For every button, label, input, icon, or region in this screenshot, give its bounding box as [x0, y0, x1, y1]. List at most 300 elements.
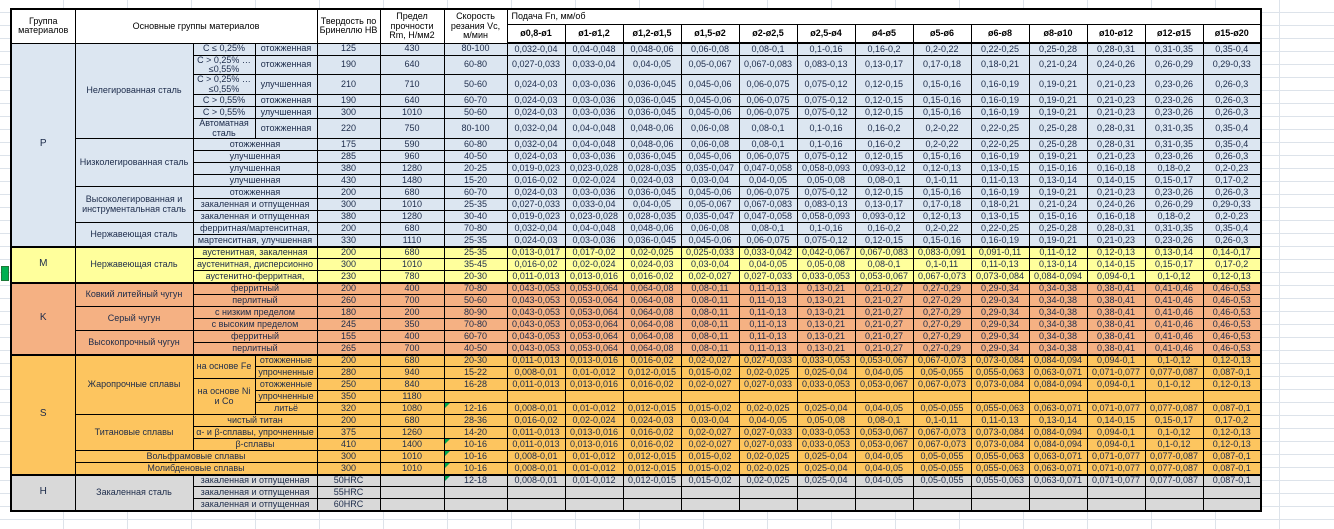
cell[interactable]: 410	[317, 439, 380, 451]
feed-value-cell[interactable]	[855, 499, 913, 511]
feed-value-cell[interactable]: 0,15-0,16	[913, 107, 971, 119]
cell[interactable]: 60-80	[444, 55, 507, 75]
feed-value-cell[interactable]: 0,04-0,048	[565, 119, 623, 139]
feed-value-cell[interactable]: 0,21-0,27	[855, 319, 913, 331]
header-diameter-range[interactable]: ø4-ø5	[855, 24, 913, 43]
feed-value-cell[interactable]: 0,033-0,042	[739, 247, 797, 259]
feed-value-cell[interactable]: 0,02-0,024	[565, 175, 623, 187]
cell[interactable]: 380	[317, 211, 380, 223]
feed-value-cell[interactable]: 0,036-0,045	[623, 75, 681, 95]
feed-value-cell[interactable]: 0,38-0,41	[1087, 307, 1145, 319]
cell[interactable]: 750	[380, 119, 444, 139]
header-diameter-range[interactable]: ø12-ø15	[1145, 24, 1203, 43]
feed-value-cell[interactable]: 0,071-0,077	[1087, 451, 1145, 463]
feed-value-cell[interactable]: 0,01-0,012	[565, 475, 623, 487]
feed-value-cell[interactable]: 0,05-0,08	[797, 415, 855, 427]
cell[interactable]: 1260	[380, 427, 444, 439]
feed-value-cell[interactable]: 0,16-0,19	[971, 107, 1029, 119]
feed-value-cell[interactable]	[623, 499, 681, 511]
feed-value-cell[interactable]: 0,011-0,013	[507, 427, 565, 439]
feed-value-cell[interactable]: 0,084-0,094	[1029, 427, 1087, 439]
feed-value-cell[interactable]	[971, 499, 1029, 511]
feed-value-cell[interactable]: 0,25-0,28	[1029, 139, 1087, 151]
cell[interactable]: 175	[317, 139, 380, 151]
header-diameter-range[interactable]: ø1,2-ø1,5	[623, 24, 681, 43]
feed-value-cell[interactable]: 0,047-0,058	[739, 163, 797, 175]
feed-value-cell[interactable]	[855, 487, 913, 499]
header-diameter-range[interactable]: ø6-ø8	[971, 24, 1029, 43]
feed-value-cell[interactable]: 0,077-0,087	[1145, 463, 1203, 475]
feed-value-cell[interactable]: 0,12-0,13	[913, 211, 971, 223]
feed-value-cell[interactable]: 0,06-0,075	[739, 75, 797, 95]
feed-value-cell[interactable]: 0,055-0,063	[971, 403, 1029, 415]
feed-value-cell[interactable]: 0,053-0,064	[565, 307, 623, 319]
feed-value-cell[interactable]: 0,27-0,29	[913, 283, 971, 295]
feed-value-cell[interactable]: 0,011-0,013	[507, 379, 565, 391]
cell[interactable]: чистый титан	[193, 415, 317, 427]
feed-value-cell[interactable]: 0,12-0,15	[855, 75, 913, 95]
feed-value-cell[interactable]: 0,02-0,025	[739, 451, 797, 463]
feed-value-cell[interactable]: 0,31-0,35	[1145, 223, 1203, 235]
feed-value-cell[interactable]: 0,08-0,11	[681, 319, 739, 331]
header-speed[interactable]: Скорость резания Vc, м/мин	[444, 9, 507, 43]
cell[interactable]: аустенитная, дисперсионно	[193, 259, 317, 271]
cell[interactable]: 25-35	[444, 235, 507, 247]
feed-value-cell[interactable]: 0,11-0,12	[1029, 247, 1087, 259]
cell[interactable]: с высоким пределом	[193, 319, 317, 331]
cell[interactable]: 375	[317, 427, 380, 439]
feed-value-cell[interactable]: 0,23-0,26	[1145, 75, 1203, 95]
feed-value-cell[interactable]	[1145, 391, 1203, 403]
cell[interactable]: 245	[317, 319, 380, 331]
feed-value-cell[interactable]: 0,14-0,17	[1203, 247, 1261, 259]
cell[interactable]: упрочненные	[255, 391, 317, 403]
feed-value-cell[interactable]: 0,26-0,3	[1203, 107, 1261, 119]
cell[interactable]: 960	[380, 151, 444, 163]
feed-value-cell[interactable]: 0,024-0,03	[507, 75, 565, 95]
cell[interactable]: 380	[317, 163, 380, 175]
cell[interactable]: аустенитная, закаленная	[193, 247, 317, 259]
cell[interactable]: закаленная и отпущенная	[193, 499, 317, 511]
feed-value-cell[interactable]: 0,21-0,23	[1087, 75, 1145, 95]
feed-value-cell[interactable]: 0,023-0,028	[565, 163, 623, 175]
cell[interactable]: 840	[380, 379, 444, 391]
feed-value-cell[interactable]: 0,053-0,064	[565, 319, 623, 331]
feed-value-cell[interactable]: 0,016-0,02	[623, 439, 681, 451]
cell[interactable]	[444, 499, 507, 511]
feed-value-cell[interactable]: 0,036-0,045	[623, 187, 681, 199]
feed-value-cell[interactable]	[797, 487, 855, 499]
feed-value-cell[interactable]: 0,073-0,084	[971, 271, 1029, 283]
feed-value-cell[interactable]: 0,03-0,036	[565, 75, 623, 95]
feed-value-cell[interactable]: 0,094-0,1	[1087, 355, 1145, 367]
cell[interactable]: 220	[317, 119, 380, 139]
feed-value-cell[interactable]: 0,05-0,08	[797, 259, 855, 271]
feed-value-cell[interactable]: 0,17-0,2	[1203, 175, 1261, 187]
cell[interactable]: 60HRC	[317, 499, 380, 511]
feed-value-cell[interactable]: 0,071-0,077	[1087, 475, 1145, 487]
cell[interactable]: C > 0,55%	[193, 107, 255, 119]
cell[interactable]: 320	[317, 403, 380, 415]
feed-value-cell[interactable]: 0,12-0,13	[1203, 439, 1261, 451]
feed-value-cell[interactable]: 0,1-0,16	[797, 119, 855, 139]
feed-value-cell[interactable]: 0,073-0,084	[971, 427, 1029, 439]
feed-value-cell[interactable]: 0,01-0,012	[565, 451, 623, 463]
cell[interactable]: C > 0,25% … ≤0,55%	[193, 75, 255, 95]
feed-value-cell[interactable]: 0,063-0,071	[1029, 403, 1087, 415]
feed-value-cell[interactable]: 0,024-0,03	[507, 95, 565, 107]
cell[interactable]: 1180	[380, 391, 444, 403]
feed-value-cell[interactable]: 0,043-0,053	[507, 283, 565, 295]
feed-value-cell[interactable]: 0,19-0,21	[1029, 75, 1087, 95]
cell[interactable]: отожженная	[193, 139, 317, 151]
feed-value-cell[interactable]: 0,11-0,13	[739, 307, 797, 319]
cell[interactable]: Закаленная сталь	[75, 475, 193, 511]
feed-value-cell[interactable]: 0,013-0,016	[565, 379, 623, 391]
feed-value-cell[interactable]: 0,043-0,053	[507, 343, 565, 355]
cell[interactable]: 1400	[380, 439, 444, 451]
feed-value-cell[interactable]: 0,26-0,3	[1203, 151, 1261, 163]
feed-value-cell[interactable]: 0,032-0,04	[507, 223, 565, 235]
feed-value-cell[interactable]: 0,094-0,1	[1087, 271, 1145, 283]
feed-value-cell[interactable]: 0,21-0,27	[855, 343, 913, 355]
cell[interactable]: на основе Ni и Со	[193, 379, 255, 415]
feed-value-cell[interactable]: 0,008-0,01	[507, 463, 565, 475]
feed-value-cell[interactable]: 0,12-0,15	[855, 187, 913, 199]
feed-value-cell[interactable]: 0,16-0,19	[971, 187, 1029, 199]
feed-value-cell[interactable]: 0,23-0,26	[1145, 151, 1203, 163]
cell[interactable]: Низколегированная сталь	[75, 139, 193, 187]
feed-value-cell[interactable]: 0,087-0,1	[1203, 367, 1261, 379]
feed-value-cell[interactable]: 0,28-0,31	[1087, 119, 1145, 139]
cell[interactable]: 700	[380, 295, 444, 307]
feed-value-cell[interactable]: 0,16-0,19	[971, 235, 1029, 247]
feed-value-cell[interactable]: 0,26-0,29	[1145, 199, 1203, 211]
feed-value-cell[interactable]: 0,12-0,13	[1203, 427, 1261, 439]
feed-value-cell[interactable]: 0,31-0,35	[1145, 119, 1203, 139]
cell[interactable]: C > 0,25% … ≤0,55%	[193, 55, 255, 75]
feed-value-cell[interactable]: 0,036-0,045	[623, 95, 681, 107]
feed-value-cell[interactable]: 0,04-0,05	[855, 463, 913, 475]
feed-value-cell[interactable]: 0,46-0,53	[1203, 295, 1261, 307]
feed-value-cell[interactable]: 0,033-0,053	[797, 439, 855, 451]
group-letter-cell[interactable]: M	[11, 247, 75, 283]
feed-value-cell[interactable]: 0,1-0,11	[913, 415, 971, 427]
cell[interactable]: 400	[380, 331, 444, 343]
feed-value-cell[interactable]: 0,46-0,53	[1203, 307, 1261, 319]
feed-value-cell[interactable]: 0,38-0,41	[1087, 283, 1145, 295]
feed-value-cell[interactable]: 0,094-0,1	[1087, 379, 1145, 391]
feed-value-cell[interactable]: 0,2-0,22	[913, 43, 971, 55]
feed-value-cell[interactable]: 0,053-0,064	[565, 331, 623, 343]
header-diameter-range[interactable]: ø0,8-ø1	[507, 24, 565, 43]
feed-value-cell[interactable]	[681, 487, 739, 499]
cell[interactable]: 40-50	[444, 343, 507, 355]
feed-value-cell[interactable]	[1029, 499, 1087, 511]
feed-value-cell[interactable]: 0,24-0,26	[1087, 199, 1145, 211]
cell[interactable]: 15-22	[444, 367, 507, 379]
feed-value-cell[interactable]: 0,13-0,21	[797, 295, 855, 307]
feed-value-cell[interactable]: 0,15-0,16	[1029, 163, 1087, 175]
feed-value-cell[interactable]: 0,06-0,075	[739, 235, 797, 247]
feed-value-cell[interactable]: 0,036-0,045	[623, 107, 681, 119]
cell[interactable]: 330	[317, 235, 380, 247]
feed-value-cell[interactable]: 0,015-0,02	[681, 475, 739, 487]
feed-value-cell[interactable]: 0,11-0,13	[739, 295, 797, 307]
cell[interactable]: 200	[317, 355, 380, 367]
feed-value-cell[interactable]: 0,19-0,21	[1029, 187, 1087, 199]
feed-value-cell[interactable]: 0,025-0,04	[797, 403, 855, 415]
cell[interactable]: 300	[317, 199, 380, 211]
cell[interactable]: отожженная	[255, 119, 317, 139]
feed-value-cell[interactable]: 0,01-0,012	[565, 463, 623, 475]
feed-value-cell[interactable]: 0,04-0,05	[623, 55, 681, 75]
feed-value-cell[interactable]: 0,15-0,16	[913, 75, 971, 95]
feed-value-cell[interactable]: 0,06-0,075	[739, 95, 797, 107]
cell[interactable]: 1010	[380, 107, 444, 119]
feed-value-cell[interactable]: 0,31-0,35	[1145, 43, 1203, 55]
feed-value-cell[interactable]: 0,19-0,21	[1029, 235, 1087, 247]
feed-value-cell[interactable]: 0,1-0,11	[913, 259, 971, 271]
cell[interactable]: 200	[317, 187, 380, 199]
feed-value-cell[interactable]	[1203, 499, 1261, 511]
feed-value-cell[interactable]: 0,016-0,02	[623, 379, 681, 391]
feed-value-cell[interactable]: 0,41-0,46	[1145, 307, 1203, 319]
cell[interactable]: улучшенная	[255, 75, 317, 95]
feed-value-cell[interactable]: 0,063-0,071	[1029, 451, 1087, 463]
feed-value-cell[interactable]: 0,1-0,12	[1145, 355, 1203, 367]
feed-value-cell[interactable]: 0,064-0,08	[623, 319, 681, 331]
feed-value-cell[interactable]: 0,017-0,02	[565, 247, 623, 259]
feed-value-cell[interactable]: 0,063-0,071	[1029, 463, 1087, 475]
feed-value-cell[interactable]: 0,02-0,027	[681, 427, 739, 439]
cell[interactable]: 20-30	[444, 271, 507, 283]
feed-value-cell[interactable]: 0,26-0,3	[1203, 95, 1261, 107]
feed-value-cell[interactable]: 0,03-0,036	[565, 95, 623, 107]
feed-value-cell[interactable]: 0,012-0,015	[623, 403, 681, 415]
cell[interactable]: 155	[317, 331, 380, 343]
cell[interactable]: C > 0,55%	[193, 95, 255, 107]
feed-value-cell[interactable]: 0,05-0,055	[913, 367, 971, 379]
feed-value-cell[interactable]: 0,34-0,38	[1029, 307, 1087, 319]
feed-value-cell[interactable]	[913, 499, 971, 511]
cell[interactable]: Автоматная сталь	[193, 119, 255, 139]
feed-value-cell[interactable]: 0,083-0,091	[913, 247, 971, 259]
feed-value-cell[interactable]: 0,18-0,21	[971, 55, 1029, 75]
cell[interactable]: 265	[317, 343, 380, 355]
cell[interactable]: 1080	[380, 403, 444, 415]
feed-value-cell[interactable]	[565, 487, 623, 499]
cell[interactable]: 710	[380, 75, 444, 95]
feed-value-cell[interactable]: 0,032-0,04	[507, 139, 565, 151]
feed-value-cell[interactable]: 0,26-0,3	[1203, 187, 1261, 199]
cell[interactable]: 60-70	[444, 95, 507, 107]
header-diameter-range[interactable]: ø15-ø20	[1203, 24, 1261, 43]
feed-value-cell[interactable]: 0,16-0,19	[971, 151, 1029, 163]
cell[interactable]: 1280	[380, 211, 444, 223]
feed-value-cell[interactable]: 0,048-0,06	[623, 119, 681, 139]
feed-value-cell[interactable]: 0,41-0,46	[1145, 283, 1203, 295]
feed-value-cell[interactable]: 0,013-0,016	[565, 271, 623, 283]
feed-value-cell[interactable]: 0,045-0,06	[681, 187, 739, 199]
cell[interactable]: улучшенная	[193, 151, 317, 163]
feed-value-cell[interactable]: 0,015-0,02	[681, 403, 739, 415]
cell[interactable]: 300	[317, 259, 380, 271]
feed-value-cell[interactable]: 0,29-0,34	[971, 343, 1029, 355]
feed-value-cell[interactable]: 0,21-0,24	[1029, 199, 1087, 211]
feed-value-cell[interactable]: 0,18-0,2	[1145, 163, 1203, 175]
feed-value-cell[interactable]: 0,024-0,03	[623, 175, 681, 187]
feed-value-cell[interactable]: 0,011-0,013	[507, 355, 565, 367]
feed-value-cell[interactable]: 0,21-0,24	[1029, 55, 1087, 75]
feed-value-cell[interactable]: 0,13-0,15	[971, 163, 1029, 175]
feed-value-cell[interactable]: 0,027-0,033	[739, 439, 797, 451]
feed-value-cell[interactable]: 0,11-0,13	[971, 175, 1029, 187]
feed-value-cell[interactable]: 0,033-0,053	[797, 355, 855, 367]
feed-value-cell[interactable]: 0,053-0,067	[855, 379, 913, 391]
feed-value-cell[interactable]: 0,048-0,06	[623, 223, 681, 235]
feed-value-cell[interactable]: 0,2-0,22	[913, 223, 971, 235]
feed-value-cell[interactable]: 0,008-0,01	[507, 367, 565, 379]
gutter-highlight-cell[interactable]	[1, 266, 9, 281]
feed-value-cell[interactable]: 0,16-0,18	[1087, 211, 1145, 223]
feed-value-cell[interactable]: 0,016-0,02	[507, 415, 565, 427]
feed-value-cell[interactable]: 0,34-0,38	[1029, 331, 1087, 343]
feed-value-cell[interactable]: 0,084-0,094	[1029, 271, 1087, 283]
feed-value-cell[interactable]	[681, 499, 739, 511]
cell[interactable]: 50-60	[444, 75, 507, 95]
feed-value-cell[interactable]: 0,03-0,036	[565, 235, 623, 247]
feed-value-cell[interactable]: 0,41-0,46	[1145, 295, 1203, 307]
feed-value-cell[interactable]: 0,46-0,53	[1203, 343, 1261, 355]
group-letter-cell[interactable]: H	[11, 475, 75, 511]
cell[interactable]: 210	[317, 75, 380, 95]
cell[interactable]	[380, 499, 444, 511]
feed-value-cell[interactable]: 0,071-0,077	[1087, 403, 1145, 415]
cell[interactable]: 25-35	[444, 247, 507, 259]
cell[interactable]: улучшенная	[193, 163, 317, 175]
feed-value-cell[interactable]: 0,13-0,17	[855, 55, 913, 75]
feed-value-cell[interactable]	[855, 391, 913, 403]
feed-value-cell[interactable]: 0,04-0,05	[623, 199, 681, 211]
feed-value-cell[interactable]: 0,14-0,15	[1087, 415, 1145, 427]
feed-value-cell[interactable]: 0,033-0,053	[797, 427, 855, 439]
cell[interactable]: 80-100	[444, 119, 507, 139]
feed-value-cell[interactable]: 0,1-0,16	[797, 43, 855, 55]
feed-value-cell[interactable]: 0,17-0,18	[913, 55, 971, 75]
cell[interactable]: 400	[380, 283, 444, 295]
feed-value-cell[interactable]: 0,23-0,26	[1145, 187, 1203, 199]
cell[interactable]: 55HRC	[317, 487, 380, 499]
cell[interactable]: 1010	[380, 463, 444, 475]
feed-value-cell[interactable]: 0,08-0,11	[681, 331, 739, 343]
feed-value-cell[interactable]: 0,093-0,12	[855, 211, 913, 223]
feed-value-cell[interactable]: 0,08-0,1	[739, 119, 797, 139]
feed-value-cell[interactable]: 0,46-0,53	[1203, 331, 1261, 343]
feed-value-cell[interactable]: 0,41-0,46	[1145, 331, 1203, 343]
feed-value-cell[interactable]: 0,043-0,053	[507, 331, 565, 343]
cell[interactable]: C ≤ 0,25%	[193, 43, 255, 55]
feed-value-cell[interactable]: 0,01-0,012	[565, 367, 623, 379]
feed-value-cell[interactable]: 0,053-0,064	[565, 283, 623, 295]
feed-value-cell[interactable]: 0,02-0,025	[739, 367, 797, 379]
cell[interactable]: 28-36	[444, 415, 507, 427]
cell[interactable]: отожженные	[255, 379, 317, 391]
feed-value-cell[interactable]: 0,1-0,16	[797, 223, 855, 235]
feed-value-cell[interactable]: 0,075-0,12	[797, 235, 855, 247]
feed-value-cell[interactable]: 0,025-0,04	[797, 475, 855, 487]
feed-value-cell[interactable]: 0,12-0,15	[855, 107, 913, 119]
feed-value-cell[interactable]: 0,075-0,12	[797, 187, 855, 199]
cell[interactable]: 230	[317, 271, 380, 283]
feed-value-cell[interactable]: 0,03-0,04	[681, 259, 739, 271]
feed-value-cell[interactable]: 0,025-0,04	[797, 463, 855, 475]
feed-value-cell[interactable]: 0,08-0,11	[681, 307, 739, 319]
cell[interactable]: отожженные	[255, 355, 317, 367]
feed-value-cell[interactable]: 0,087-0,1	[1203, 403, 1261, 415]
cell[interactable]: 1010	[380, 259, 444, 271]
cell[interactable]: Нержавеющая сталь	[75, 223, 193, 247]
feed-value-cell[interactable]: 0,18-0,21	[971, 199, 1029, 211]
feed-value-cell[interactable]: 0,064-0,08	[623, 295, 681, 307]
feed-value-cell[interactable]: 0,064-0,08	[623, 343, 681, 355]
feed-value-cell[interactable]: 0,08-0,1	[739, 223, 797, 235]
feed-value-cell[interactable]: 0,077-0,087	[1145, 475, 1203, 487]
feed-value-cell[interactable]: 0,071-0,077	[1087, 463, 1145, 475]
feed-value-cell[interactable]	[913, 487, 971, 499]
cell[interactable]: 80-100	[444, 43, 507, 55]
cell[interactable]: 70-80	[444, 283, 507, 295]
feed-value-cell[interactable]: 0,012-0,015	[623, 463, 681, 475]
feed-value-cell[interactable]: 0,06-0,08	[681, 139, 739, 151]
cell[interactable]: улучшенная	[255, 107, 317, 119]
feed-value-cell[interactable]	[565, 499, 623, 511]
feed-value-cell[interactable]: 0,071-0,077	[1087, 367, 1145, 379]
cell[interactable]: 70-80	[444, 223, 507, 235]
feed-value-cell[interactable]: 0,05-0,055	[913, 463, 971, 475]
cell[interactable]: Жаропрочные сплавы	[75, 355, 193, 415]
feed-value-cell[interactable]: 0,033-0,04	[565, 199, 623, 211]
feed-value-cell[interactable]	[1087, 487, 1145, 499]
cell[interactable]: 200	[317, 247, 380, 259]
cell[interactable]: 430	[380, 43, 444, 55]
feed-value-cell[interactable]: 0,17-0,2	[1203, 259, 1261, 271]
cell[interactable]: ферритная/мартенситная,	[193, 223, 317, 235]
feed-value-cell[interactable]: 0,11-0,13	[739, 283, 797, 295]
cell[interactable]: 50-60	[444, 295, 507, 307]
cell[interactable]: 12-16	[444, 403, 507, 415]
feed-value-cell[interactable]: 0,093-0,12	[855, 163, 913, 175]
cell[interactable]: 260	[317, 295, 380, 307]
cell[interactable]: перлитный	[193, 295, 317, 307]
feed-value-cell[interactable]: 0,22-0,25	[971, 43, 1029, 55]
feed-value-cell[interactable]: 0,28-0,31	[1087, 139, 1145, 151]
feed-value-cell[interactable]: 0,15-0,16	[913, 151, 971, 163]
feed-value-cell[interactable]: 0,18-0,2	[1145, 211, 1203, 223]
feed-value-cell[interactable]: 0,13-0,14	[1029, 259, 1087, 271]
feed-value-cell[interactable]: 0,084-0,094	[1029, 379, 1087, 391]
feed-value-cell[interactable]: 0,38-0,41	[1087, 343, 1145, 355]
feed-value-cell[interactable]: 0,013-0,016	[565, 355, 623, 367]
feed-value-cell[interactable]: 0,34-0,38	[1029, 343, 1087, 355]
cell[interactable]: 125	[317, 43, 380, 55]
cell[interactable]: 200	[380, 307, 444, 319]
cell[interactable]: 80-90	[444, 307, 507, 319]
feed-value-cell[interactable]: 0,015-0,02	[681, 463, 739, 475]
feed-value-cell[interactable]: 0,015-0,02	[681, 451, 739, 463]
cell[interactable]: 250	[317, 379, 380, 391]
cell[interactable]: 15-20	[444, 175, 507, 187]
